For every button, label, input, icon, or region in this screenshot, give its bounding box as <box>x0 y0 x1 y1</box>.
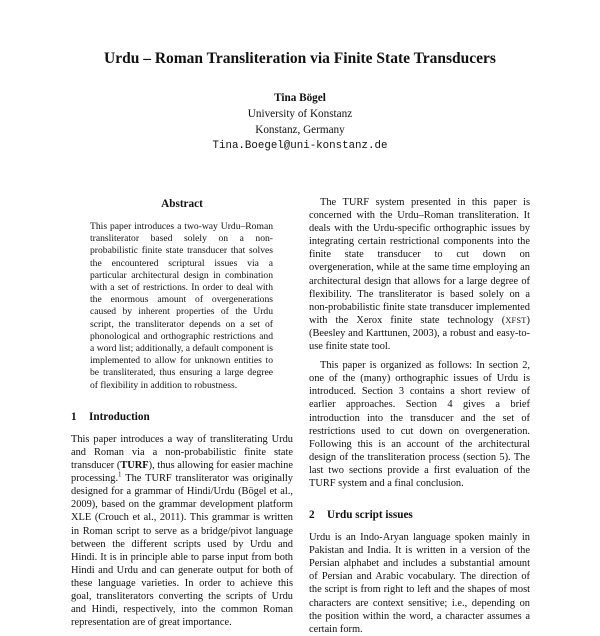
organization-paragraph: This paper is organized as follows: In section 2, one of the (many) orthographic issues of Urdu is introduced. Section 3 contains a short review of earlier approaches. Section 4 gives a brief introduction into the transducer and the set of restrictions used to cut down on overgeneration. Following this is an account of the architectural design of the transliteration process (section 5). The last two sections provide a first evaluation of the TURF system and a final conclusion. <box>309 360 530 489</box>
intro-paragraph <box>71 433 293 629</box>
section-title: Urdu script issues <box>327 509 413 522</box>
intro-text-part: The TURF transliterator was originally designed for a grammar of Hindi/Urdu (Bögel et al., 2009), based on the grammar development platform XLE (Crouch et al., 2011). This grammar is written in Roman script to serve as a bridge/pivot language between the different scripts used by Urdu and Hindi. It is in principle able to parse input from both Hindi and Urdu and can generate output for both of these language varieties. In order to achieve this goal, transliterators converting the scripts of Urdu and Hindi, respectively, into the common Roman representation are of great importance. <box>71 473 293 629</box>
section-heading-introduction <box>71 410 293 424</box>
section-heading-urdu-script <box>309 508 530 522</box>
author-block <box>0 90 600 154</box>
intro-text-part: ), thus allowing for easier machine processing. <box>71 460 293 485</box>
xfst-acronym: XFST <box>505 315 527 325</box>
footnote-marker: 1 <box>118 470 122 479</box>
abstract-text: This paper introduces a two-way Urdu–Roman transliterator based solely on a non-probabilistic finite state transducer that solves the encountered scriptural issues via a particular architectural design in combination with a set of restrictions. In order to deal with the enormous amount of overgenerations caused by inherent properties of the Urdu script, the transliterator depends on a set of phonological and orthographic restrictions and a word list; additionally, a default component is implemented to allow for unknown entities to be transliterated, thus ensuring a large degree of flexibility in addition to robustness. <box>90 221 273 391</box>
paragraph-text-part: ) (Beesley and Karttunen, 2003), a robust and easy-to-use finite state tool. <box>309 314 530 353</box>
paragraph-text-part: The TURF system presented in this paper is concerned with the Urdu–Roman transliteration. It deals with the Urdu-specific orthographic issues by integrating certain restrictional components into the finite state transducer to cut down on overgeneration, while at the same time employing an architectural design that allows for a large degree of flexibility. The transliterator is based solely on a non-probabilistic finite state transducer implemented with the Xerox finite state technology ( <box>309 197 530 326</box>
author-location: Konstanz, Germany <box>255 124 345 136</box>
author-email: Tina.Boegel@uni-konstanz.de <box>212 140 388 152</box>
section-title: Introduction <box>89 410 150 423</box>
turf-system-paragraph <box>309 196 530 353</box>
abstract-heading: Abstract <box>161 198 203 210</box>
author-name: Tina Bögel <box>274 92 326 104</box>
intro-text-part: This paper introduces a way of transliterating Urdu and Roman via a non-probabilistic finite state transducer ( <box>71 433 293 472</box>
author-affiliation: University of Konstanz <box>247 108 353 120</box>
right-column <box>309 196 530 636</box>
section-number: 2 <box>309 509 315 522</box>
turf-acronym: TURF <box>120 460 149 472</box>
urdu-script-paragraph: Urdu is an Indo-Aryan language spoken mainly in Pakistan and India. It is written in a version of the Persian alphabet and includes a substantial amount of Persian and Arabic vocabulary. The direction of the script is from right to left and the shapes of most characters are context sensitive; i.e., depending on the position within the word, a character assumes a certain form. <box>309 532 530 635</box>
section-number: 1 <box>71 410 77 423</box>
left-column <box>71 196 293 629</box>
paper-title: Urdu – Roman Transliteration via Finite State Transducers <box>104 50 496 67</box>
